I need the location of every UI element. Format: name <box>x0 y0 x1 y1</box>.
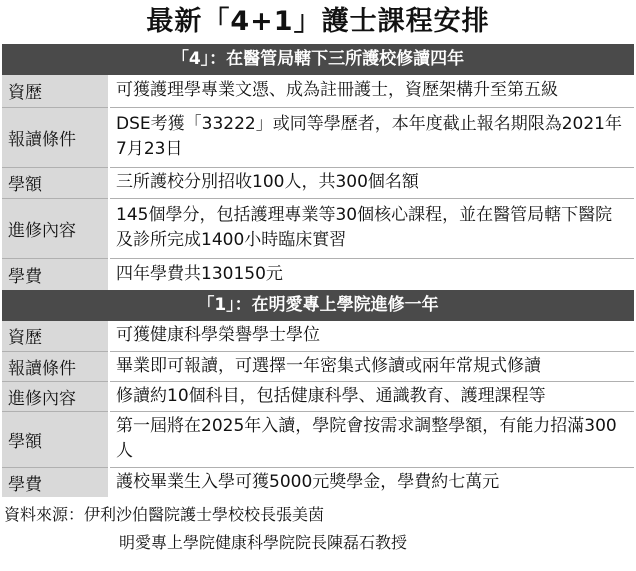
table-row <box>2 198 634 258</box>
row-label: 資歷 <box>2 321 109 351</box>
table-row <box>2 321 634 351</box>
row-label: 資歷 <box>2 75 109 107</box>
table-row <box>2 411 634 467</box>
row-value: DSE考獲「33222」或同等學歷者，本年度截止報名期限為2021年7月23日 <box>109 107 634 167</box>
row-label: 學費 <box>2 258 109 290</box>
row-label: 學額 <box>2 167 109 198</box>
row-value: 可獲護理學專業文憑、成為註冊護士，資歷架構升至第五級 <box>116 80 558 101</box>
table-row <box>2 467 634 497</box>
row-value: 修讀約10個科目，包括健康科學、通識教育、護理課程等 <box>109 381 634 411</box>
table-row <box>2 258 634 290</box>
table-row <box>2 107 634 167</box>
table-1-year <box>2 321 634 497</box>
row-label: 進修內容 <box>2 381 109 411</box>
row-value: 三所護校分別招收100人，共300個名額 <box>109 167 634 198</box>
row-value: 可獲健康科學榮譽學士學位 <box>116 325 320 346</box>
table-row <box>2 381 634 411</box>
source-line-1: 資料來源：伊利沙伯醫院護士學校校長張美茵 <box>4 505 325 524</box>
row-value: 四年學費共130150元 <box>109 258 634 290</box>
section-header-1-year: 「1」：在明愛專上學院進修一年 <box>2 290 634 321</box>
row-value: 第一屆將在2025年入讀，學院會按需求調整學額，有能力招滿300人 <box>109 411 634 467</box>
row-value: 畢業即可報讀，可選擇一年密集式修讀或兩年常規式修讀 <box>109 351 634 381</box>
table-row <box>2 351 634 381</box>
row-label: 報讀條件 <box>2 351 109 381</box>
row-value: 145個學分，包括護理專業等30個核心課程，並在醫管局轄下醫院及診所完成1400小時臨床實習 <box>109 198 634 258</box>
table-row <box>2 167 634 198</box>
source-note <box>0 497 636 557</box>
table-4-year <box>2 75 634 290</box>
row-label: 進修內容 <box>2 198 109 258</box>
source-line-2: 明愛專上學院健康科學院院長陳磊石教授 <box>119 533 408 552</box>
row-label: 學費 <box>2 467 109 497</box>
row-label: 學額 <box>2 411 109 467</box>
row-value: 護校畢業生入學可獲5000元獎學金，學費約七萬元 <box>109 467 634 497</box>
page-title: 最新「4+1」護士課程安排 <box>146 6 490 37</box>
row-label: 報讀條件 <box>2 107 109 167</box>
section-header-4-year: 「4」：在醫管局轄下三所護校修讀四年 <box>2 44 634 75</box>
table-row <box>2 75 634 107</box>
